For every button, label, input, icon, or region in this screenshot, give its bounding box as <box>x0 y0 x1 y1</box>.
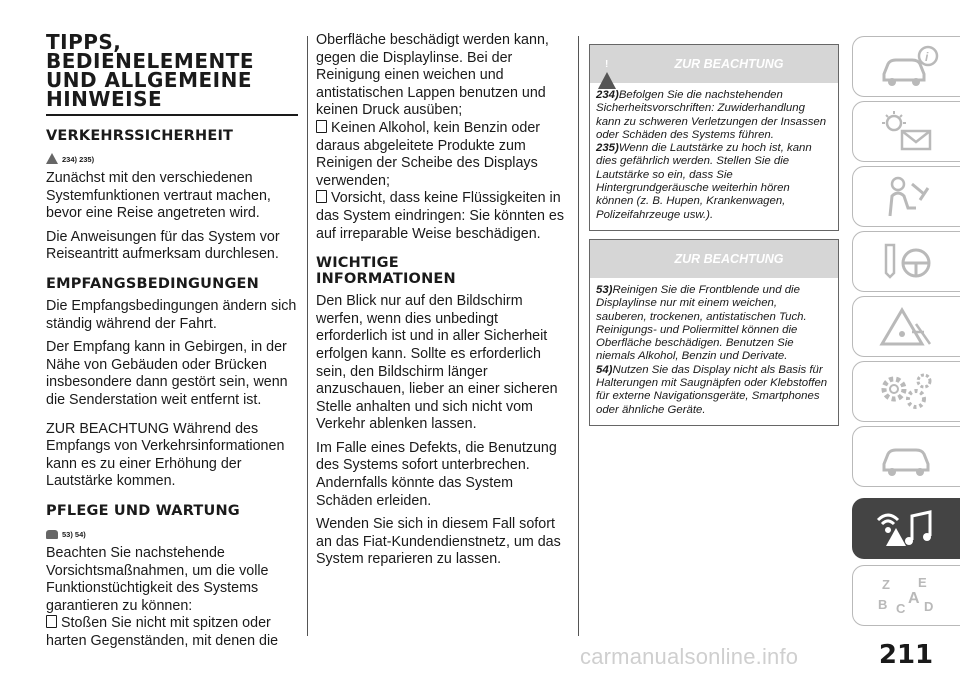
paragraph: Den Blick nur auf den Bildschirm werfen, wenn dies unbedingt erforderlich ist und in aller Sicherheit erfolgen kann. Sollte es erforderlich sein, den Bildschirm länger anzuschauen, lieber an einer sicheren Stelle anhalten und sich nicht vom Verkehr ablenken lassen. <box>316 293 558 433</box>
column-divider <box>307 36 308 636</box>
column-left <box>46 0 298 650</box>
notice-item-text: Reinigen Sie die Frontblende und die Displaylinse nur mit einem weichen, sauberen, trockenen, antistatischen Tuch. Reinigungs- und Poliermittel können die Oberfläche beschädigen. Benutzen Sie niemals Alkohol, Benzin und Derivate. <box>596 283 807 363</box>
paragraph: Oberfläche beschädigt werden kann, gegen die Displaylinse. Bei der Reinigung einen weichen und antistatischen Lappen benutzen und keinen Druck ausüben; <box>316 32 549 119</box>
paragraph: Zunächst mit den verschiedenen Systemfunktionen vertraut machen, bevor eine Reise angetreten wird. <box>46 170 271 222</box>
car-info-icon <box>872 44 942 90</box>
paragraph: Der Empfang kann in Gebirgen, in der Nähe von Gebäuden oder Brücken insbesondere dann gestört sein, wenn die Senderstation weit entfernt ist. <box>46 339 288 408</box>
notice-item-text: Wenn die Lautstärke zu hoch ist, kann dies gefährlich werden. Stellen Sie die Lautstärke so ein, dass Sie Hintergrundgeräusche weiterhin hören können (z. B. Hupen, Krankenwagen, Polizeifahrzeuge usw.). <box>596 142 812 221</box>
bullet-item: Keinen Alkohol, kein Benzin oder daraus abgeleitete Produkte zum Reinigen der Scheibe des Displays verwenden; <box>316 120 568 190</box>
notice-item-text: Nutzen Sie das Display nicht als Basis für Halterungen mit Saugnäpfen oder Klebstoffen für externe Navigationsgeräte, Smartphones oder ähnliche Geräte. <box>596 363 828 416</box>
car-data-icon <box>872 434 942 480</box>
notice-item-number: 235) <box>596 142 619 155</box>
column-right <box>589 0 839 426</box>
notice-box-car <box>589 239 839 426</box>
svg-text:D: D <box>923 598 933 614</box>
notice-item-text: Befolgen Sie die nachstehenden Sicherheitsvorschriften: Zuwiderhandlung kann zu schweren Verletzungen der Insassen oder Schäden des Systems führen. <box>596 89 827 141</box>
multimedia-icon <box>872 506 942 552</box>
tab-starting-driving[interactable] <box>852 231 960 292</box>
paragraph: Die Anweisungen für das System vor Reiseantritt aufmerksam durchlesen. <box>46 228 280 263</box>
paragraph: Die Empfangsbedingungen ändern sich ständig während der Fahrt. <box>46 297 297 332</box>
paragraph: Wenden Sie sich in diesem Fall sofort an das Fiat-Kundendienstnetz, um das System reparieren zu lassen. <box>316 516 561 568</box>
maintenance-gears-icon <box>872 369 942 415</box>
key-steering-icon <box>872 239 942 285</box>
car-notice-icon <box>46 530 58 539</box>
refs-verkehr-text: 234) 235) <box>62 155 95 164</box>
emergency-icon <box>872 304 942 350</box>
heading-empfangsbedingungen: EMPFANGSBEDINGUNGEN <box>46 275 259 292</box>
svg-text:i: i <box>924 49 928 64</box>
tab-multimedia[interactable] <box>852 498 960 559</box>
tab-car-data[interactable] <box>852 426 960 487</box>
heading-verkehrssicherheit: VERKEHRSSICHERHEIT <box>46 128 234 144</box>
notice-item-number: 54) <box>596 363 613 376</box>
notice-title: ZUR BEACHTUNG <box>674 251 784 266</box>
refs-pflege-text: 53) 54) <box>62 529 86 539</box>
svg-text:E: E <box>917 574 927 590</box>
tab-warning-lights[interactable] <box>852 101 960 162</box>
refs-pflege <box>46 524 298 539</box>
warning-lights-icon <box>872 109 942 155</box>
notice-header <box>590 240 838 278</box>
watermark: carmanualsonline.info <box>580 644 799 669</box>
svg-text:C: C <box>895 600 905 616</box>
notice-item <box>596 89 830 142</box>
notice-body <box>590 83 838 230</box>
refs-verkehr <box>46 149 298 164</box>
heading-pflege-und-wartung: PFLEGE UND WARTUNG <box>46 502 240 519</box>
column-middle <box>316 0 568 569</box>
heading-wichtige-informationen: WICHTIGE INFORMATIONEN <box>316 255 456 288</box>
bullet-item: Stoßen Sie nicht mit spitzen oder harten Gegenständen, mit denen die <box>46 615 298 650</box>
paragraph: Im Falle eines Defekts, die Benutzung des Systems sofort unterbrechen. Andernfalls könnte das System Schäden erleiden. <box>316 439 557 509</box>
warning-triangle-icon <box>46 153 58 164</box>
bullet-item: Vorsicht, dass keine Flüssigkeiten in das System eindringen: Sie könnten es auf irreparable Weise beschädigen. <box>316 190 568 243</box>
notice-header <box>590 45 838 83</box>
notice-item <box>596 284 830 364</box>
paragraph: ZUR BEACHTUNG Während des Empfangs von Verkehrsinformationen kann es zu einer Erhöhung der Lautstärke kommen. <box>46 420 285 490</box>
notice-body <box>590 278 838 425</box>
notice-item-number: 234) <box>596 89 619 101</box>
index-letters-icon <box>872 573 942 619</box>
svg-text:A: A <box>907 589 920 607</box>
tab-safety[interactable] <box>852 166 960 227</box>
notice-item <box>596 364 830 417</box>
page-title: TIPPS, BEDIENELEMENTE UND ALLGEMEINE HINWEISE <box>46 33 298 116</box>
notice-item <box>596 142 830 222</box>
tab-car-info[interactable] <box>852 36 960 97</box>
notice-item-number: 53) <box>596 283 613 296</box>
svg-text:B: B <box>877 596 887 612</box>
notice-title: ZUR BEACHTUNG <box>674 57 784 71</box>
tab-maintenance[interactable] <box>852 361 960 422</box>
notice-box-warning <box>589 44 839 231</box>
tab-index[interactable] <box>852 565 960 626</box>
column-divider <box>578 36 579 636</box>
airbag-safety-icon <box>872 174 942 220</box>
paragraph: Beachten Sie nachstehende Vorsichtsmaßnahmen, um die volle Funktionstüchtigkeit des Systems garantieren zu können: <box>46 544 269 614</box>
svg-text:Z: Z <box>881 576 890 592</box>
tab-emergency[interactable] <box>852 296 960 357</box>
page-number: 211 <box>878 640 934 670</box>
